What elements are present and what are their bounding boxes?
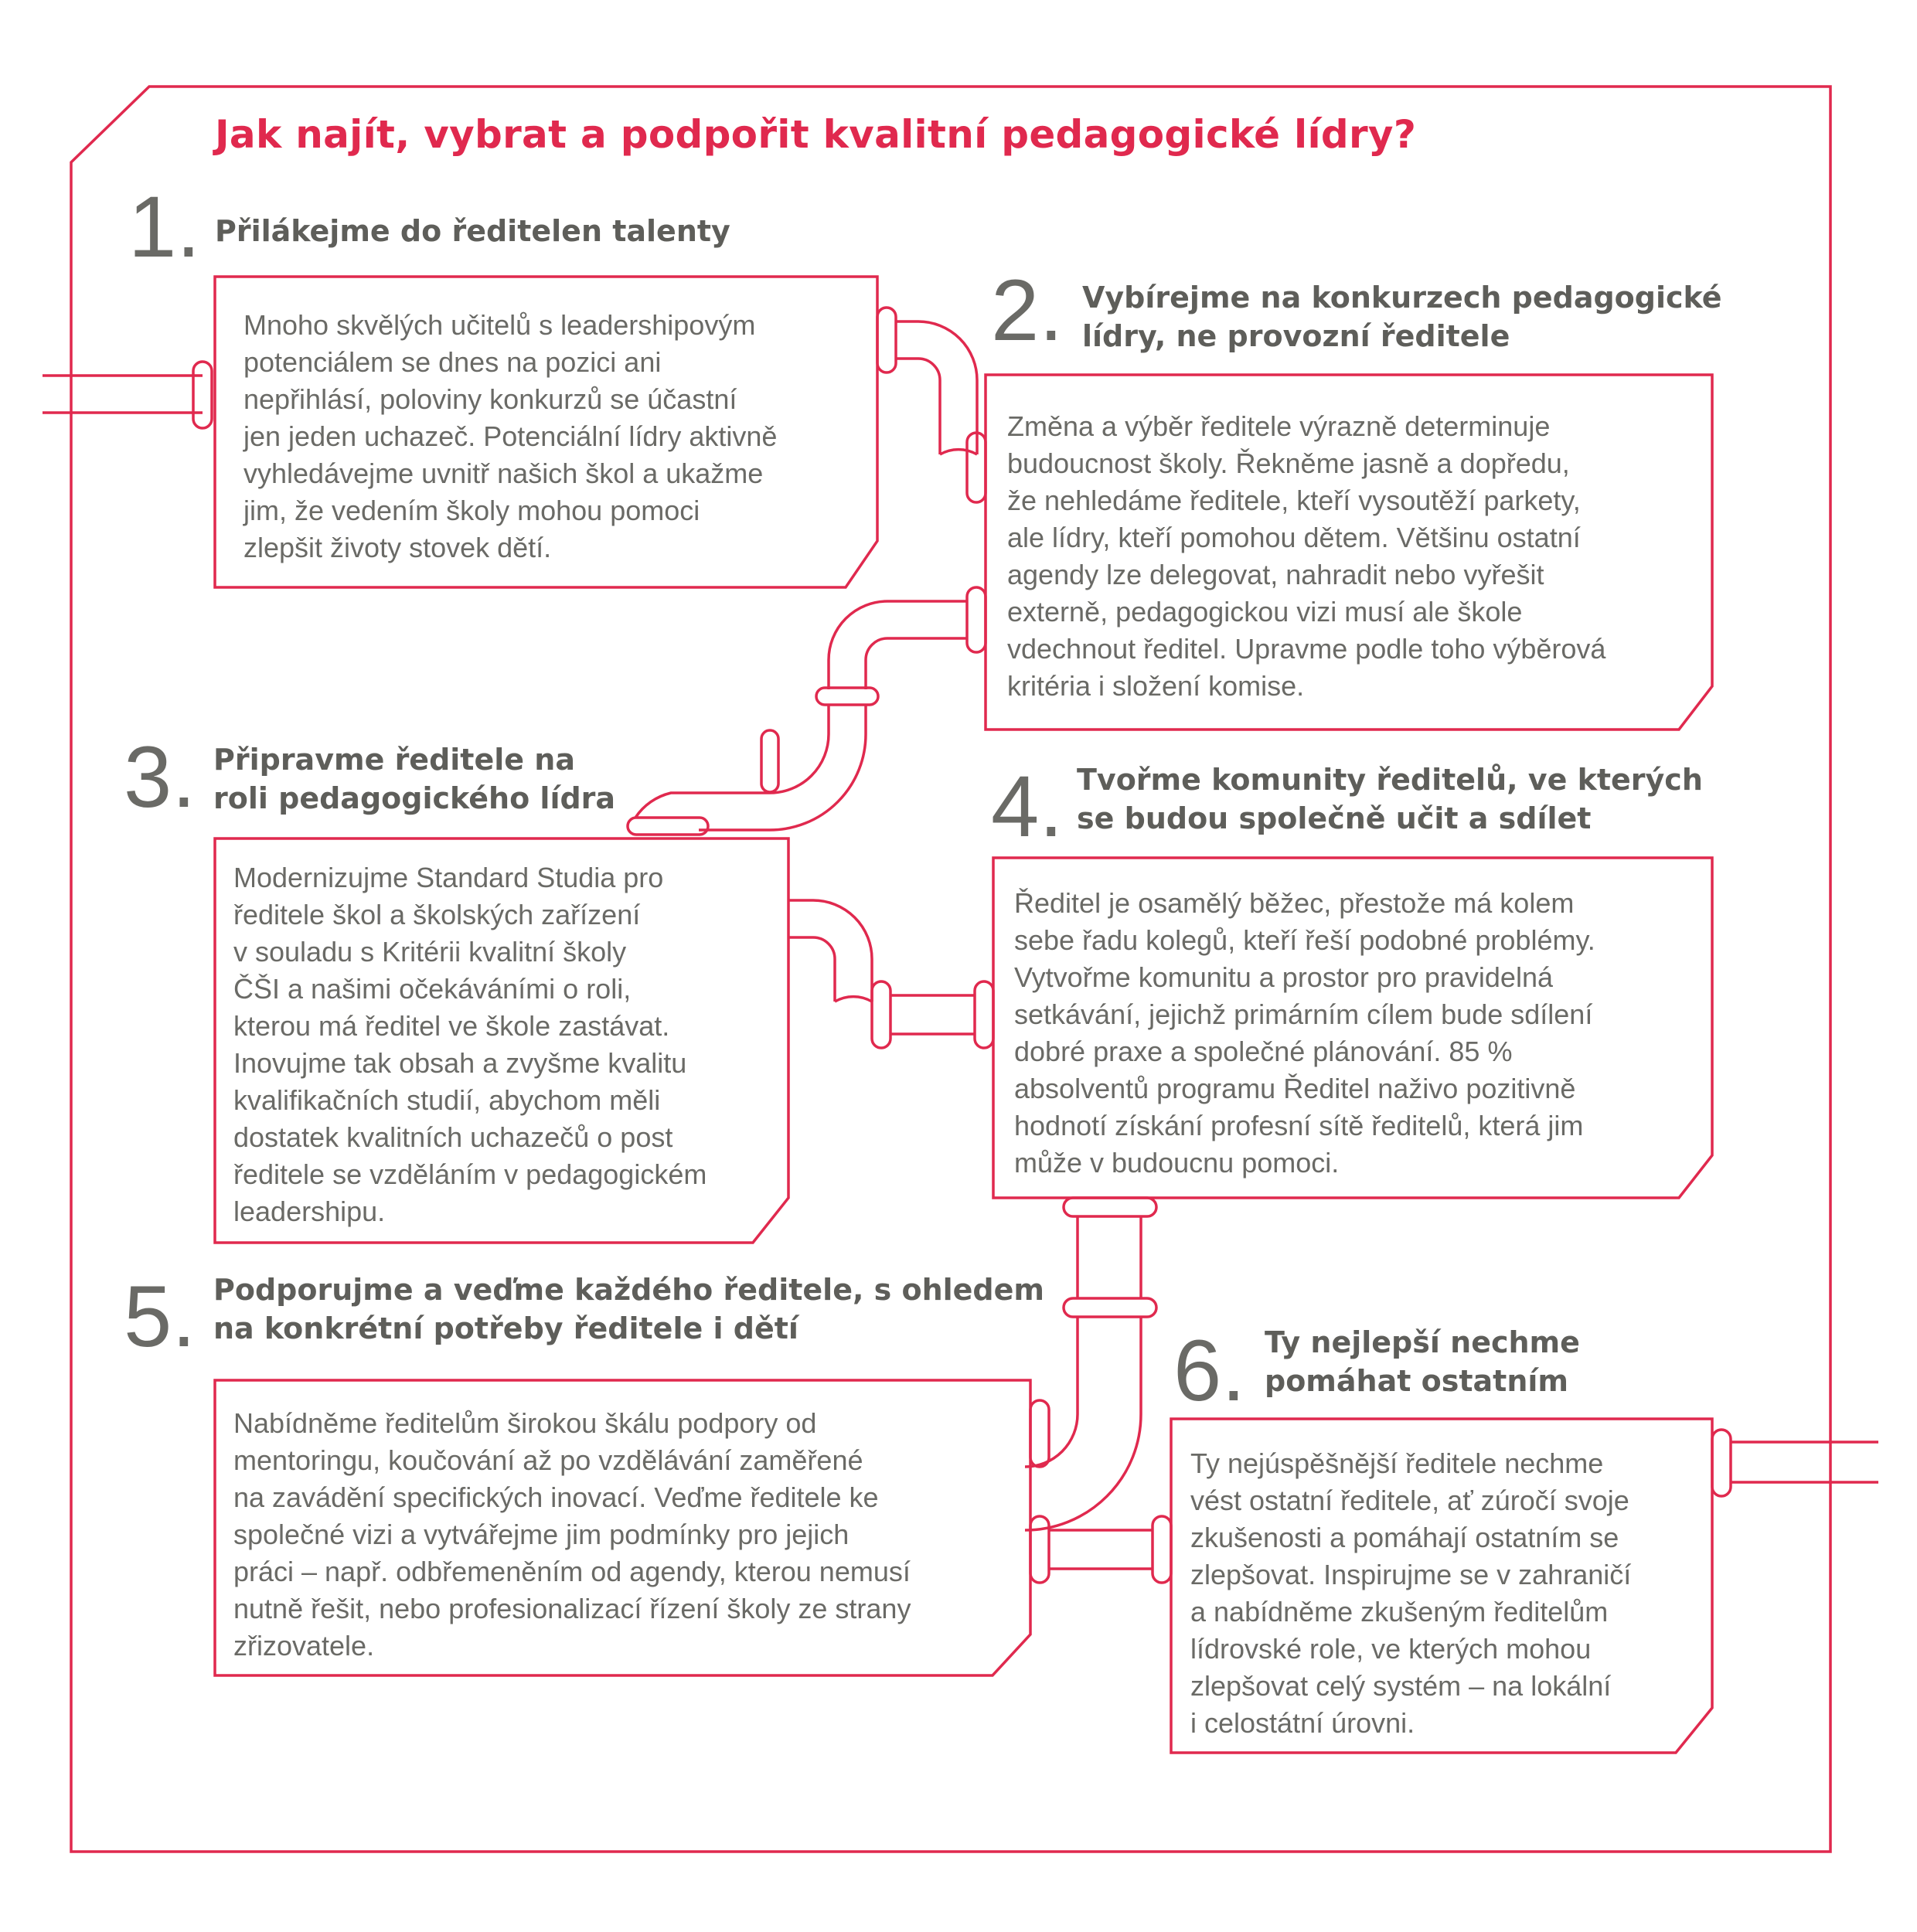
step-heading: Připravme ředitele na roli pedagogického lídra <box>213 743 616 815</box>
pipe-2-to-3 <box>628 587 986 835</box>
step-body: Modernizujme Standard Studia pro ředitele škol a školských zařízení v souladu s Kritérii kvalitní školy ČŠI a našimi očekáváními o roli, kterou má ředitel ve škole zastávat. Inovujme tak obsah a zvyšme kvalitu kvalifikačních studií, abychom měli dostatek kvalitních uchazečů o post ředitele se vzděláním v pedagogickém leadershipu. <box>233 862 707 1227</box>
pipe-3-to-4 <box>788 900 993 1048</box>
step-heading: Podporujme a veďme každého ředitele, s ohledem na konkrétní potřeby ředitele i dětí <box>213 1273 1045 1345</box>
pipe-4-to-5 <box>1025 1198 1156 1530</box>
step-body: Změna a výběr ředitele výrazně determinuje budoucnost školy. Řekněme jasně a dopředu, že nehledáme ředitele, kteří vysoutěží parkety, ale lídry, kteří pomohou dětem. Většinu ostatní agendy lze delegovat, nahradit nebo vyřešit externě, pedagogickou vizi musí ale škole vdechnout ředitel. Upravme podle toho výběrová kritéria i složení komise. <box>1007 410 1606 702</box>
step-number: 3. <box>124 729 196 825</box>
step-number: 5. <box>124 1268 196 1365</box>
step-number: 1. <box>128 179 201 275</box>
pipe-outlet-right <box>1712 1430 1878 1496</box>
step-number: 4. <box>991 758 1064 855</box>
step-heading: Ty nejlepší nechme pomáhat ostatním <box>1265 1325 1580 1398</box>
step-body: Mnoho skvělých učitelů s leadershipovým potenciálem se dnes na pozici ani nepřihlásí, poloviny konkurzů se účastní jen jeden uchazeč. Potenciální lídry aktivně vyhledávejme uvnitř našich škol a ukažme jim, že vedením školy mohou pomoci zlepšit životy stovek dětí. <box>243 309 778 563</box>
step-body: Nabídněme ředitelům širokou škálu podpory od mentoringu, koučování až po vzdělávání zaměřené na zavádění specifických inovací. Veďme ředitele ke společné vizi a vytvářejme jim podmínky pro jejich práci – např. odbřemeněním od agendy, kterou nemusí nutně řešit, nebo profesionalizací řízení školy ze strany zřizovatele. <box>233 1407 911 1662</box>
step-heading: Tvořme komunity ředitelů, ve kterých se budou společně učit a sdílet <box>1077 763 1703 835</box>
pipe-1-to-2 <box>877 308 986 502</box>
step-heading: Přilákejme do ředitelen talenty <box>215 214 730 248</box>
step-body: Ředitel je osamělý běžec, přestože má kolem sebe řadu kolegů, kteří řeší podobné problémy. Vytvořme komunitu a prostor pro pravidelná setkávání, jejichž primárním cílem bude sdílení dobré praxe a společné plánování. 85 % absolventů programu Ředitel naživo pozitivně hodnotí získání profesní sítě ředitelů, která jim může v budoucnu pomoci. <box>1014 887 1595 1179</box>
page-title: Jak najít, vybrat a podpořit kvalitní pedagogické lídry? <box>215 112 1417 157</box>
step-heading: Vybírejme na konkurzech pedagogické lídry, ne provozní ředitele <box>1082 281 1722 353</box>
step-number: 6. <box>1173 1322 1246 1419</box>
step-number: 2. <box>991 262 1064 359</box>
pipe-inlet-left <box>43 362 212 428</box>
step-body: Ty nejúspěšnější ředitele nechme vést ostatní ředitele, ať zúročí svoje zkušenosti a pomáhají ostatním se zlepšovat. Inspirujme se v zahraničí a nabídněme zkušeným ředitelům lídrovské role, ve kterých mohou zlepšovat celý systém – na lokální i celostátní úrovni. <box>1190 1447 1632 1739</box>
